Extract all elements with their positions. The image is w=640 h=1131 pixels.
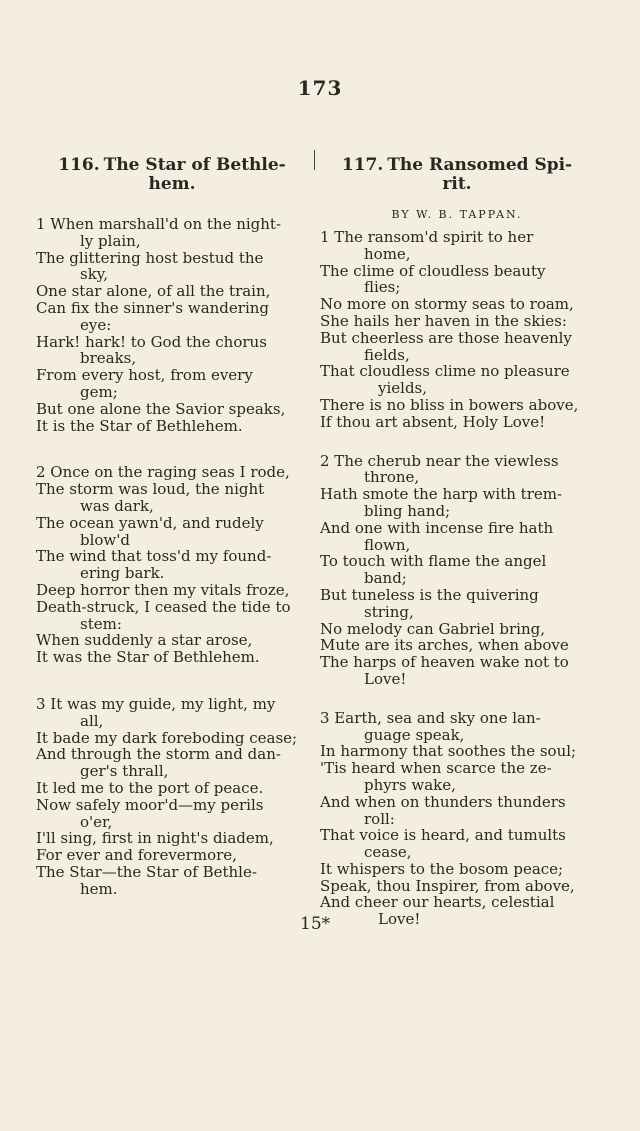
verse-line: It whispers to the bosom peace; (320, 859, 564, 878)
verse-line: Now safely moor'd—my perils (36, 795, 264, 814)
hymn-title-text: The Star of Bethle- (103, 155, 286, 175)
hymn-117 (320, 156, 594, 928)
verse-line: band; (364, 569, 407, 588)
hymn-title-text: The Ransomed Spi- (387, 155, 573, 175)
hymn-title-continuation: rit. (442, 174, 472, 194)
verse-line: 1 The ransom'd spirit to her (320, 228, 534, 246)
verse-line: ly plain, (80, 231, 141, 250)
verse-line: eye: (80, 315, 112, 334)
verse-line: cease, (364, 843, 412, 862)
verse-2 (36, 464, 308, 666)
verse-line: Mute are its arches, when above (320, 636, 569, 655)
verse-line: all, (80, 711, 104, 730)
verse-line: But tuneless is the quivering (320, 585, 539, 604)
verse-line: guage speak, (364, 725, 465, 744)
verse-line: ering bark. (80, 564, 165, 583)
verse-line: The ocean yawn'd, and rudely (36, 513, 264, 532)
verse-line: For ever and forevermore, (36, 846, 237, 865)
hymn-title-continuation: hem. (148, 174, 196, 194)
verse-line: 1 When marshall'd on the night- (36, 215, 282, 233)
verse-line: Love! (364, 669, 407, 688)
verse-line: But one alone the Savior speaks, (36, 399, 286, 418)
verse-line: was dark, (80, 496, 154, 515)
verse-2 (320, 453, 594, 688)
verse-line: And when on thunders thunders (320, 792, 566, 811)
verse-line: It led me to the port of peace. (36, 778, 264, 797)
verse-line: The clime of cloudless beauty (320, 261, 546, 280)
verse-line: Love! (378, 910, 421, 929)
verse-line: But cheerless are those heavenly (320, 328, 572, 347)
verse-line: phyrs wake, (364, 775, 456, 794)
verse-line: When suddenly a star arose, (36, 631, 253, 650)
verse-line: flown, (364, 535, 411, 554)
signature-mark: 15* (300, 914, 331, 934)
hymn-title (320, 156, 594, 194)
hymn-116 (36, 156, 308, 897)
verse-line: Can fix the sinner's wandering (36, 298, 270, 317)
verse-3 (36, 696, 308, 898)
verse-line: o'er, (80, 812, 113, 831)
verse-line: throne, (364, 468, 420, 487)
verse-line: If thou art absent, Holy Love! (320, 412, 546, 431)
verse-line: And cheer our hearts, celestial (320, 893, 555, 912)
verse-line: Speak, thou Inspirer, from above, (320, 876, 575, 895)
verse-line: stem: (80, 614, 122, 633)
verse-line: yields, (378, 379, 428, 398)
verse-line: And one with incense fire hath (320, 518, 554, 537)
hymn-number: 117. (341, 155, 384, 175)
verse-line: Deep horror then my vitals froze, (36, 580, 290, 599)
verse-line: sky, (80, 265, 109, 284)
verse-line: To touch with flame the angel (320, 552, 547, 571)
verse-line: She hails her haven in the skies: (320, 311, 567, 330)
verse-line: The Star—the Star of Bethle- (36, 862, 257, 881)
verse-line: One star alone, of all the train, (36, 282, 271, 301)
verse-line: 'Tis heard when scarce the ze- (320, 759, 552, 778)
verse-line: home, (364, 244, 411, 263)
verse-line: From every host, from every (36, 366, 253, 385)
verse-line: ger's thrall, (80, 762, 169, 781)
verse-line: hem. (80, 879, 118, 898)
hymn-number: 116. (58, 155, 100, 175)
verse-line: The wind that toss'd my found- (36, 547, 272, 566)
verse-line: flies; (364, 278, 401, 297)
verse-line: string, (364, 602, 414, 621)
verse-1 (320, 229, 594, 431)
verse-line: breaks, (80, 349, 137, 368)
column-divider (314, 150, 315, 170)
verse-line: That voice is heard, and tumults (320, 826, 566, 845)
verse-line: 3 Earth, sea and sky one lan- (320, 708, 541, 727)
verse-line: 2 Once on the raging seas I rode, (36, 463, 290, 482)
verse-line: And through the storm and dan- (36, 745, 281, 764)
verse-line: Death-struck, I ceased the tide to (36, 597, 291, 616)
verse-line: roll: (364, 809, 395, 828)
verse-line: The storm was loud, the night (36, 480, 265, 499)
verse-3 (320, 710, 594, 928)
verse-line: It is the Star of Bethlehem. (36, 416, 243, 435)
verse-line: 3 It was my guide, my light, my (36, 694, 276, 713)
verse-line: I'll sing, first in night's diadem, (36, 829, 274, 848)
verse-line: 2 The cherub near the viewless (320, 451, 559, 470)
verse-line: The glittering host bestud the (36, 248, 264, 267)
verse-line: In harmony that soothes the soul; (320, 742, 577, 761)
hymn-title (36, 156, 308, 194)
verse-line: Hath smote the harp with trem- (320, 485, 563, 504)
verse-line: bling hand; (364, 501, 451, 520)
verse-line: gem; (80, 382, 118, 401)
verse-line: No more on stormy seas to roam, (320, 295, 574, 314)
verse-1 (36, 216, 308, 434)
page-number: 173 (297, 76, 343, 100)
hymn-author: BY W. B. TAPPAN. (391, 208, 523, 221)
verse-line: It bade my dark foreboding cease; (36, 728, 298, 747)
verse-line: It was the Star of Bethlehem. (36, 648, 260, 667)
verse-line: No melody can Gabriel bring, (320, 619, 546, 638)
verse-line: There is no bliss in bowers above, (320, 395, 579, 414)
verse-line: blow'd (80, 530, 130, 549)
verse-line: Hark! hark! to God the chorus (36, 332, 267, 351)
verse-line: That cloudless clime no pleasure (320, 362, 570, 381)
verse-line: fields, (364, 345, 410, 364)
verse-line: The harps of heaven wake not to (320, 653, 569, 672)
